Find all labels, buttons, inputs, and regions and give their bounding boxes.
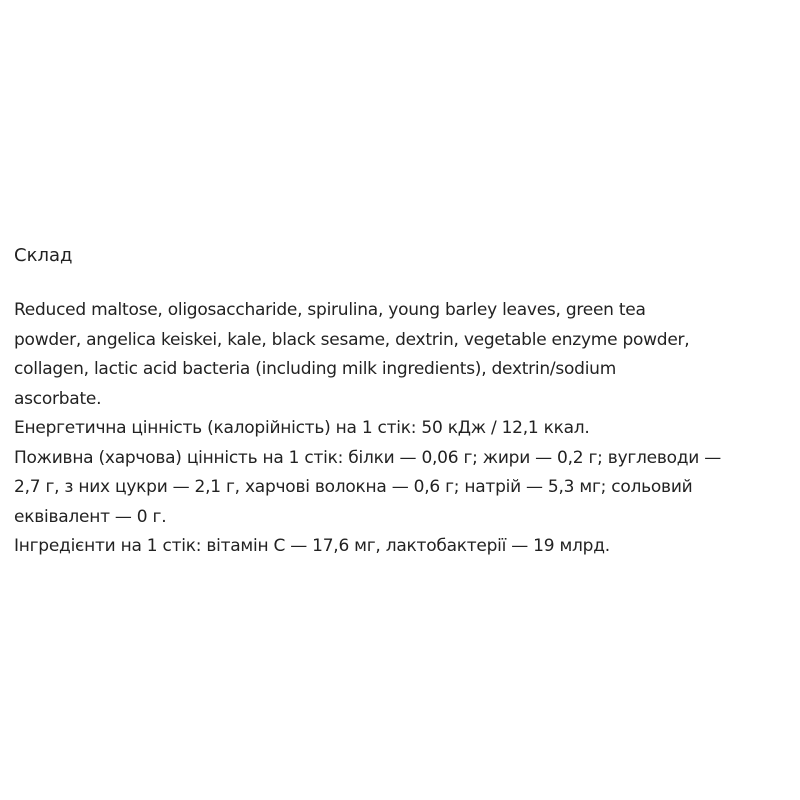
ingredients-line: ascorbate. bbox=[14, 388, 102, 409]
nutrition-value-line: Поживна (харчова) цінність на 1 стік: білки — 0,06 г; жири — 0,2 г; вуглеводи — bbox=[14, 447, 722, 468]
ingredients-line: Reduced maltose, oligosaccharide, spirulina, young barley leaves, green tea bbox=[14, 300, 646, 320]
energy-value-line: Енергетична цінність (калорійність) на 1 стік: 50 кДж / 12,1 ккал. bbox=[14, 418, 590, 438]
nutrition-value-line: еквівалент — 0 г. bbox=[14, 506, 167, 527]
ingredients-line: collagen, lactic acid bacteria (including milk ingredients), dextrin/sodium bbox=[14, 359, 616, 379]
per-stick-ingredients-line: Інгредієнти на 1 стік: вітамін С — 17,6 мг, лактобактерії — 19 млрд. bbox=[14, 536, 610, 556]
composition-heading: Склад bbox=[14, 245, 73, 266]
composition-text bbox=[14, 296, 794, 562]
composition-section bbox=[14, 240, 794, 562]
nutrition-value-line: 2,7 г, з них цукри — 2,1 г, харчові волокна — 0,6 г; натрій — 5,3 мг; сольовий bbox=[14, 477, 693, 497]
ingredients-line: powder, angelica keiskei, kale, black sesame, dextrin, vegetable enzyme powder, bbox=[14, 329, 690, 350]
